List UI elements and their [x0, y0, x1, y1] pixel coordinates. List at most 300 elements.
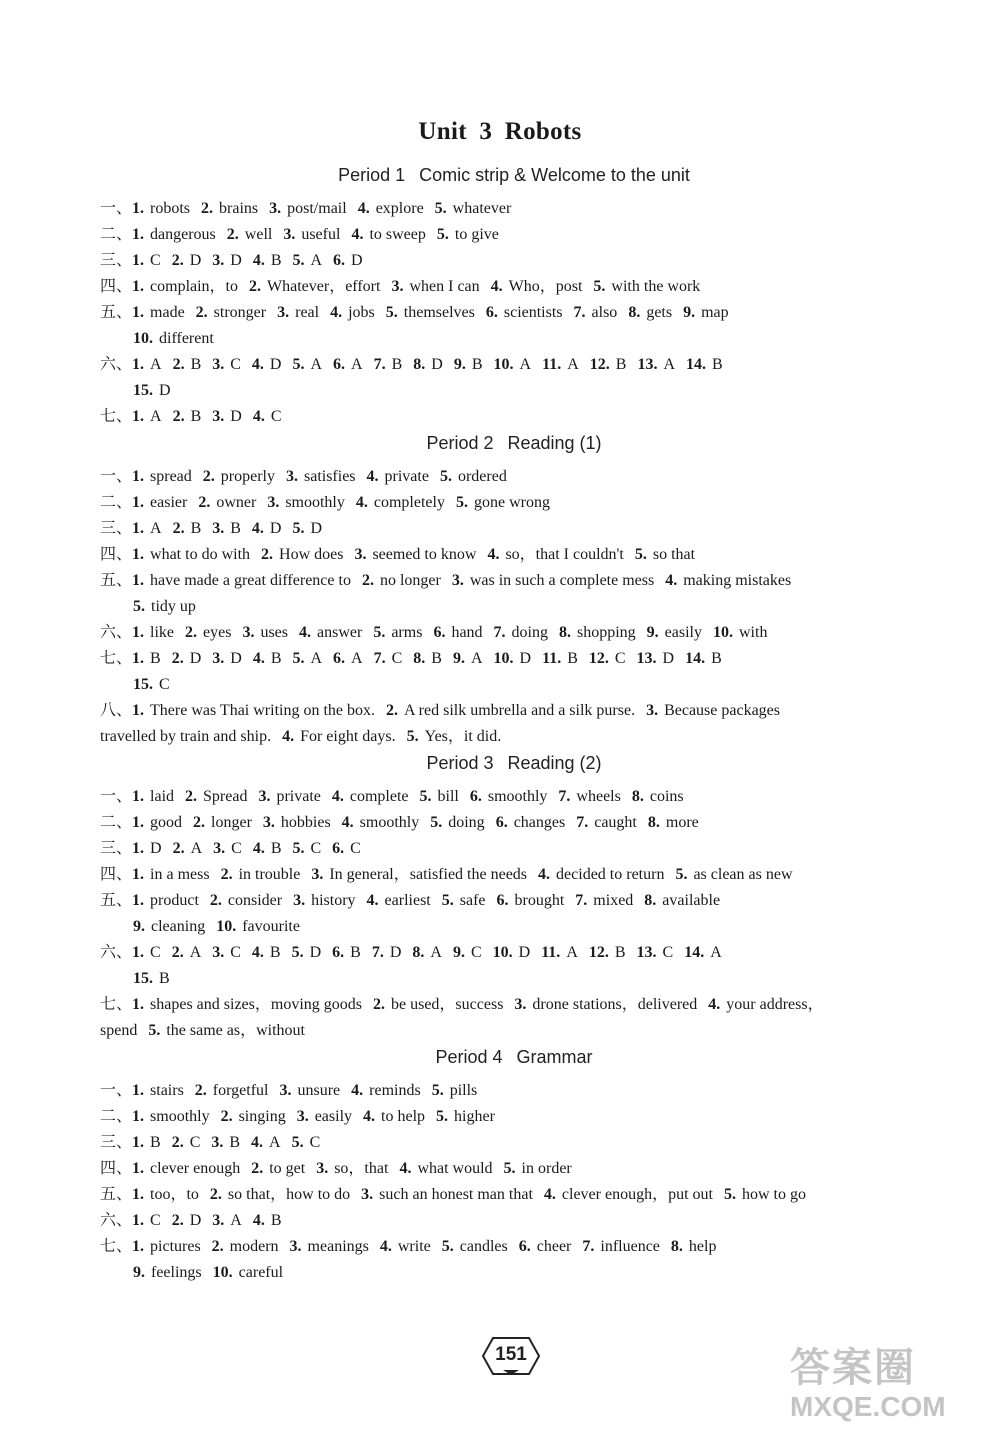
answer-number: 3.: [311, 866, 324, 883]
answer-number: 5.: [593, 278, 606, 295]
answer-line: [100, 620, 928, 646]
answer-text: such an honest man that: [379, 1186, 533, 1203]
answer-text: pictures: [150, 1238, 201, 1255]
answer-text: B: [190, 356, 202, 373]
answer-item: [367, 888, 431, 914]
period-topic: Grammar: [516, 1047, 593, 1067]
answer-item: [132, 836, 162, 862]
answer-item: [311, 862, 527, 888]
answer-item: [132, 222, 216, 248]
answer-line: [100, 1182, 928, 1208]
answer-text: A: [269, 1134, 281, 1151]
answer-item: [258, 784, 320, 810]
answer-number: 5.: [430, 814, 443, 831]
answer-item: [292, 352, 322, 378]
answer-item: [582, 1234, 660, 1260]
answer-text: hobbies: [280, 814, 331, 831]
answer-text: C: [662, 944, 674, 961]
answer-number: 3.: [293, 892, 306, 909]
answer-item: [575, 888, 633, 914]
answer-item: [574, 300, 618, 326]
answer-text: How does: [279, 546, 344, 563]
section-marker: 四、: [100, 866, 133, 883]
answer-number: 5.: [431, 1082, 444, 1099]
answer-text: available: [662, 892, 721, 909]
answer-text: what to do with: [150, 546, 251, 563]
answer-number: 15.: [133, 970, 153, 987]
section-marker: 四、: [100, 278, 133, 295]
answer-text: the same as，without: [166, 1022, 305, 1039]
answer-number: 1.: [132, 252, 145, 269]
answer-text: B: [567, 650, 578, 667]
answer-text: D: [519, 650, 532, 667]
answer-item: [493, 940, 531, 966]
answer-item: [133, 672, 170, 698]
answer-item: [330, 300, 375, 326]
period-topic: Reading (2): [507, 753, 602, 773]
answer-item: [342, 810, 420, 836]
answer-text: uses: [260, 624, 289, 641]
answer-text: have made a great difference to: [150, 572, 351, 589]
answer-number: 7.: [575, 892, 588, 909]
answer-number: 2.: [185, 788, 198, 805]
period-heading: [100, 750, 928, 776]
answer-item: [541, 940, 578, 966]
answer-text: B: [150, 1134, 161, 1151]
answer-item: [358, 196, 424, 222]
answer-text: no longer: [379, 572, 441, 589]
answer-line: [100, 352, 928, 378]
answer-item: [132, 274, 238, 300]
answer-line: [100, 646, 928, 672]
answer-item: [519, 1234, 572, 1260]
answer-number: 2.: [226, 226, 239, 243]
answer-number: 3.: [267, 494, 280, 511]
answer-text: B: [270, 650, 282, 667]
answer-item: [132, 1130, 161, 1156]
answer-number: 4.: [252, 252, 265, 269]
answer-item: [420, 784, 459, 810]
answer-item: [644, 888, 720, 914]
period-topic: Reading (1): [507, 433, 602, 453]
answer-number: 6.: [518, 1238, 531, 1255]
answer-number: 3.: [212, 356, 225, 373]
answer-number: 8.: [559, 624, 571, 641]
answer-text: B: [270, 840, 282, 857]
answer-text: C: [391, 650, 403, 667]
answer-item: [372, 940, 402, 966]
answer-number: 4.: [251, 1134, 264, 1151]
answer-item: [487, 542, 623, 568]
answer-number: 1.: [132, 546, 145, 563]
answer-number: 4.: [490, 278, 503, 295]
answer-number: 3.: [285, 468, 298, 485]
answer-number: 5.: [436, 226, 449, 243]
answer-line: [100, 1234, 928, 1260]
answer-text: post/mail: [287, 200, 347, 217]
answer-text: A: [566, 944, 578, 961]
answer-line: [100, 698, 928, 724]
section-marker: 七、: [100, 1238, 133, 1255]
answer-number: 3.: [269, 200, 282, 217]
answer-item: [374, 352, 403, 378]
answer-item: [647, 620, 702, 646]
answer-item: [332, 940, 361, 966]
answer-item: [299, 620, 362, 646]
answer-text: pills: [449, 1082, 478, 1099]
answer-number: 1.: [132, 866, 145, 883]
answer-item: [456, 490, 550, 516]
answer-item: [132, 196, 190, 222]
period-label: Period 2: [426, 433, 494, 453]
section-marker: 四、: [100, 1160, 133, 1177]
answer-text: earliest: [384, 892, 431, 909]
answer-number: 1.: [132, 702, 145, 719]
answer-number: 4.: [543, 1186, 556, 1203]
answer-item: [494, 646, 532, 672]
answer-number: 5.: [291, 1134, 304, 1151]
answer-item: [172, 1208, 202, 1234]
answer-text: be used，success: [391, 996, 504, 1013]
answer-text: C: [614, 650, 626, 667]
answer-line: [100, 326, 928, 352]
period-heading: [100, 162, 928, 188]
answer-line: [100, 274, 928, 300]
answer-line: [100, 300, 928, 326]
answer-item: [413, 352, 443, 378]
answer-number: 12.: [588, 650, 609, 667]
answer-number: 1.: [132, 840, 145, 857]
answer-number: 4.: [251, 520, 264, 537]
answer-number: 4.: [251, 356, 264, 373]
answer-number: 9.: [453, 356, 466, 373]
answer-number: 5.: [292, 840, 305, 857]
answer-number: 5.: [455, 494, 468, 511]
answer-number: 14.: [685, 650, 706, 667]
answer-text: A: [310, 252, 323, 269]
answer-number: 1.: [132, 468, 145, 485]
answer-number: 3.: [211, 1134, 224, 1151]
answer-item: [354, 542, 476, 568]
answer-text: map: [701, 304, 729, 321]
answer-item: [173, 404, 202, 430]
answer-text: good: [150, 814, 183, 831]
answer-text: complete: [349, 788, 409, 805]
answer-item: [253, 1208, 282, 1234]
answer-number: 1.: [132, 1186, 145, 1203]
answer-item: [589, 646, 626, 672]
answer-item: [286, 464, 356, 490]
answer-line: [100, 1260, 928, 1286]
answer-item: [386, 300, 475, 326]
answer-item: [332, 836, 361, 862]
answer-text: your address，: [726, 996, 824, 1013]
answer-item: [132, 300, 185, 326]
answer-item: [351, 222, 425, 248]
answer-text: A: [310, 650, 323, 667]
answer-number: 7.: [373, 650, 386, 667]
answer-item: [380, 1234, 431, 1260]
answer-text: history: [311, 892, 356, 909]
answer-number: 9.: [452, 650, 465, 667]
answer-item: [203, 464, 275, 490]
answer-item: [593, 274, 700, 300]
answer-item: [440, 464, 507, 490]
answer-text: B: [712, 356, 723, 373]
answer-number: 2.: [195, 304, 208, 321]
section-marker: 六、: [100, 356, 133, 373]
answer-text: drone stations，delivered: [532, 996, 698, 1013]
answer-text: meanings: [307, 1238, 369, 1255]
answer-text: shopping: [577, 624, 636, 641]
answer-text: D: [662, 650, 675, 667]
answer-number: 1.: [132, 572, 145, 589]
answer-item: [374, 646, 403, 672]
answer-item: [251, 1130, 281, 1156]
answer-item: [211, 1130, 240, 1156]
answer-item: [279, 1078, 340, 1104]
answer-text: bill: [437, 788, 459, 805]
answer-number: 8.: [628, 304, 641, 321]
answer-line: [100, 810, 928, 836]
answer-text: jobs: [348, 304, 375, 321]
answer-item: [494, 352, 532, 378]
answer-number: 2.: [251, 1160, 264, 1177]
answer-item: [132, 810, 182, 836]
answer-number: 1.: [132, 494, 145, 511]
answer-number: 3.: [451, 572, 464, 589]
answer-number: 3.: [262, 814, 275, 831]
answer-text: A: [189, 944, 202, 961]
answer-text: clever enough，put out: [561, 1186, 713, 1203]
answer-number: 2.: [198, 494, 211, 511]
answer-text: product: [150, 892, 199, 909]
answer-item: [242, 620, 288, 646]
answer-number: 5.: [503, 1160, 516, 1177]
answer-item: [212, 248, 242, 274]
answer-item: [172, 646, 202, 672]
answer-item: [100, 1018, 137, 1044]
answer-item: [269, 196, 347, 222]
answer-number: 5.: [675, 866, 688, 883]
answer-item: [263, 810, 331, 836]
section-marker: 五、: [100, 572, 133, 589]
answer-number: 4.: [538, 866, 551, 883]
answer-text: complain，to: [150, 278, 239, 295]
answer-text: brought: [514, 892, 565, 909]
answer-text: D: [431, 356, 443, 373]
answer-number: 6.: [495, 814, 508, 831]
answer-text: For eight days.: [300, 728, 396, 745]
answer-text: changes: [513, 814, 566, 831]
answer-item: [407, 724, 502, 750]
answer-item: [356, 490, 445, 516]
answer-number: 3.: [279, 1082, 292, 1099]
answer-text: in a mess: [150, 866, 210, 883]
answer-item: [724, 1182, 806, 1208]
answer-item: [292, 248, 322, 274]
answer-item: [253, 248, 282, 274]
answer-number: 2.: [171, 1212, 184, 1229]
answer-number: 2.: [172, 840, 185, 857]
answer-number: 2.: [201, 200, 214, 217]
answer-text: Spread: [203, 788, 248, 805]
answer-text: B: [270, 252, 282, 269]
answer-item: [637, 352, 675, 378]
answer-number: 1.: [132, 996, 145, 1013]
answer-number: 5.: [441, 1238, 454, 1255]
answer-number: 3.: [514, 996, 527, 1013]
answer-text: whatever: [452, 200, 512, 217]
answer-number: 15.: [133, 382, 153, 399]
answer-item: [386, 698, 635, 724]
answer-number: 5.: [441, 892, 454, 909]
answer-text: candles: [459, 1238, 508, 1255]
answer-item: [452, 568, 654, 594]
answer-text: D: [310, 520, 323, 537]
answer-number: 4.: [282, 728, 295, 745]
answer-text: B: [150, 650, 161, 667]
answer-text: A: [150, 356, 162, 373]
answer-text: A: [519, 356, 532, 373]
answer-text: favourite: [242, 918, 300, 935]
answer-text: C: [470, 944, 482, 961]
answer-item: [172, 1130, 201, 1156]
answer-number: 4.: [363, 1108, 376, 1125]
answer-item: [212, 1234, 279, 1260]
answer-item: [172, 248, 202, 274]
answer-text: B: [471, 356, 483, 373]
answer-item: [332, 784, 409, 810]
answer-number: 4.: [252, 650, 265, 667]
answer-line: [100, 966, 928, 992]
answer-number: 1.: [132, 892, 145, 909]
answer-line: [100, 672, 928, 698]
answer-item: [646, 698, 780, 724]
answer-text: shapes and sizes，moving goods: [150, 996, 362, 1013]
answer-item: [442, 888, 486, 914]
answer-item: [221, 862, 301, 888]
answer-item: [212, 940, 241, 966]
answer-text: B: [190, 408, 202, 425]
answer-text: to help: [381, 1108, 426, 1125]
answer-item: [292, 836, 321, 862]
answer-number: 1.: [132, 200, 145, 217]
section-marker: 五、: [100, 304, 133, 321]
answer-number: 3.: [391, 278, 404, 295]
answer-item: [436, 1104, 495, 1130]
answer-number: 14.: [684, 944, 705, 961]
answer-number: 2.: [220, 866, 233, 883]
answer-item: [686, 352, 723, 378]
answer-text: B: [269, 944, 281, 961]
answer-number: 3.: [212, 520, 225, 537]
answer-text: so，that I couldn't: [505, 546, 624, 563]
answer-text: D: [309, 944, 322, 961]
answer-item: [635, 542, 695, 568]
answer-text: easily: [664, 624, 702, 641]
answer-number: 6.: [332, 944, 345, 961]
answer-item: [253, 404, 282, 430]
answer-text: consider: [227, 892, 283, 909]
answer-item: [362, 568, 441, 594]
answer-item: [132, 404, 162, 430]
answer-item: [221, 1104, 286, 1130]
answer-item: [282, 724, 396, 750]
answer-item: [132, 1208, 161, 1234]
answer-text: A: [430, 944, 442, 961]
answer-item: [132, 940, 161, 966]
answer-text: forgetful: [212, 1082, 269, 1099]
answer-item: [685, 646, 722, 672]
answer-number: 6.: [496, 892, 509, 909]
answer-item: [212, 646, 242, 672]
section-marker: 二、: [100, 814, 133, 831]
answer-text: A: [310, 356, 323, 373]
answer-number: 2.: [172, 520, 185, 537]
answer-number: 2.: [202, 468, 215, 485]
answer-number: 5.: [133, 598, 145, 615]
section-marker: 一、: [100, 788, 133, 805]
answer-text: A: [470, 650, 483, 667]
answer-text: too，to: [150, 1186, 199, 1203]
answer-number: 7.: [373, 356, 386, 373]
answer-item: [363, 1104, 425, 1130]
answer-line: [100, 940, 928, 966]
answer-number: 1.: [132, 624, 145, 641]
answer-item: [193, 810, 252, 836]
answer-number: 6.: [433, 624, 446, 641]
answer-item: [132, 1104, 210, 1130]
answer-number: 3.: [212, 944, 225, 961]
answer-item: [267, 490, 345, 516]
answer-item: [185, 620, 231, 646]
answer-number: 4.: [252, 408, 265, 425]
answer-text: was in such a complete mess: [469, 572, 655, 589]
answer-line: [100, 862, 928, 888]
answer-text: D: [269, 356, 282, 373]
answer-item: [632, 784, 684, 810]
answer-text: tidy up: [151, 598, 196, 615]
answer-text: D: [230, 650, 242, 667]
answer-item: [454, 352, 483, 378]
answer-number: 3.: [361, 1186, 374, 1203]
answer-text: B: [614, 944, 626, 961]
answer-text: in trouble: [238, 866, 301, 883]
answer-number: 3.: [289, 1238, 302, 1255]
answer-number: 1.: [132, 1238, 145, 1255]
answer-item: [216, 914, 300, 940]
answer-item: [432, 1078, 478, 1104]
section-marker: 一、: [100, 200, 133, 217]
answer-number: 8.: [647, 814, 660, 831]
answer-line: [100, 1130, 928, 1156]
section-marker: 六、: [100, 1212, 133, 1229]
answer-line: [100, 1208, 928, 1234]
answer-line: [100, 568, 928, 594]
answer-number: 8.: [644, 892, 657, 909]
answer-item: [198, 490, 256, 516]
answer-text: C: [309, 1134, 321, 1151]
answer-item: [148, 1018, 305, 1044]
answer-item: [590, 352, 627, 378]
answer-item: [133, 594, 196, 620]
answer-text: Because packages: [664, 702, 780, 719]
answer-item: [292, 646, 322, 672]
answer-item: [185, 784, 247, 810]
answer-text: clever enough: [150, 1160, 241, 1177]
answer-number: 4.: [366, 468, 379, 485]
